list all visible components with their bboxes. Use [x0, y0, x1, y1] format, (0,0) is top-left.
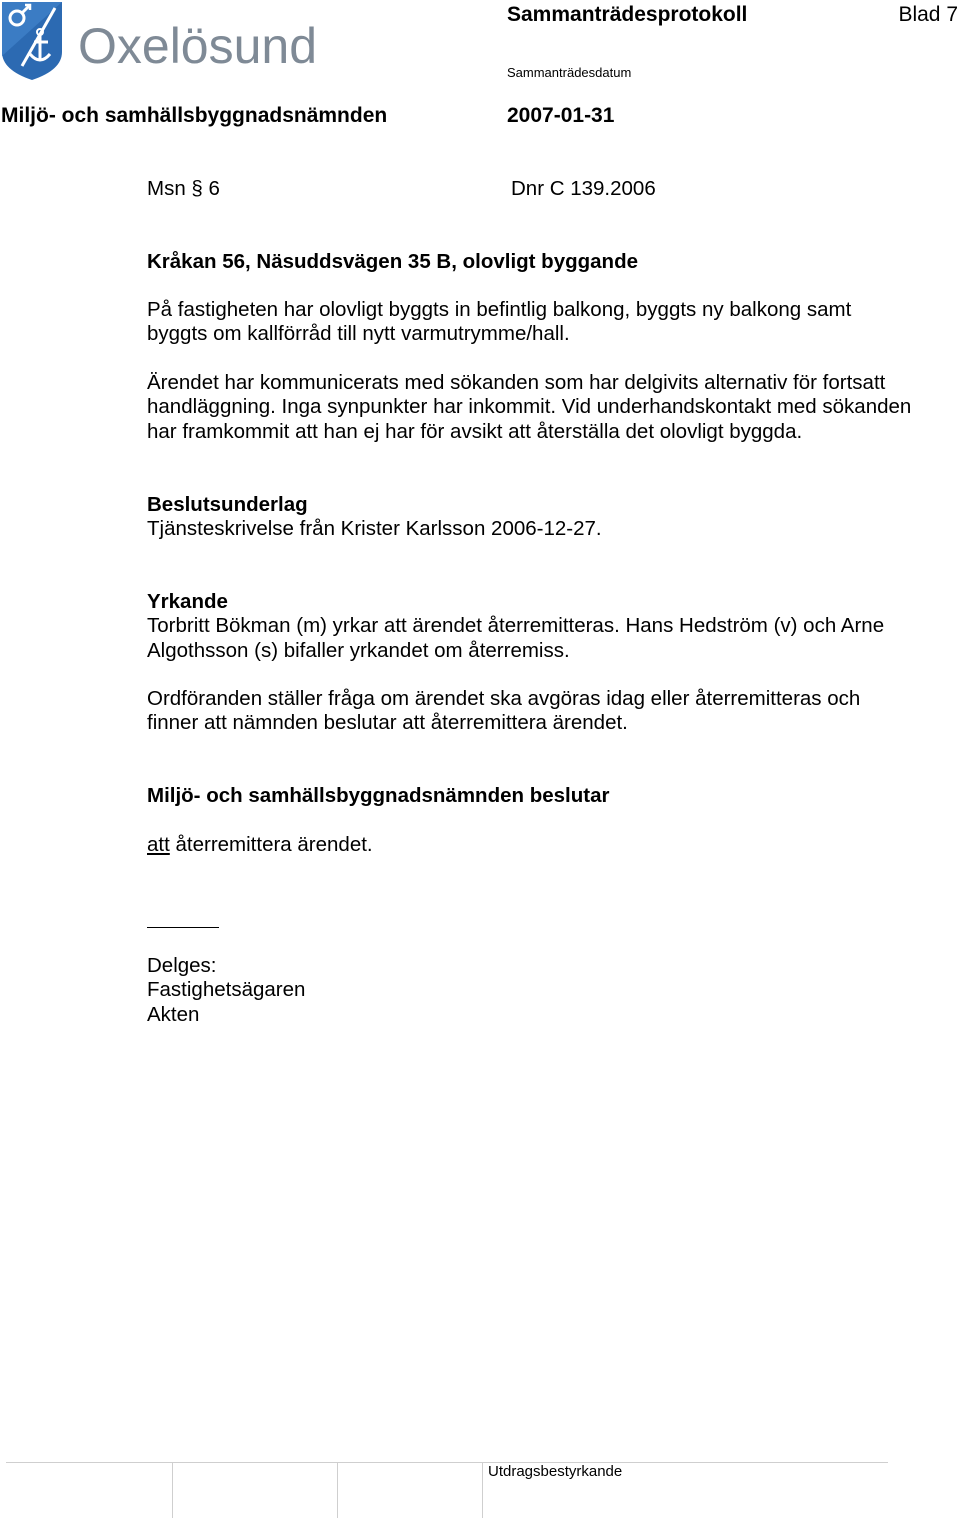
footer-divider	[172, 1462, 173, 1518]
paragraph-line: Ärendet har kommunicerats med sökanden som har delgivits alternativ för fortsatt	[147, 371, 886, 394]
certification-label: Utdragsbestyrkande	[488, 1463, 623, 1480]
paragraph-line: finner att nämnden beslutar att återremittera ärendet.	[147, 711, 628, 735]
motion-heading: Yrkande	[147, 590, 228, 613]
logo-wordmark: Oxelösund	[78, 18, 318, 74]
distribution-item: Fastighetsägaren	[147, 978, 306, 1002]
meeting-date-label: Sammanträdesdatum	[507, 65, 632, 80]
paragraph-line: Algothsson (s) bifaller yrkandet om återremiss.	[147, 638, 570, 662]
decision-basis-text: Tjänsteskrivelse från Krister Karlsson 2006-12-27.	[147, 517, 602, 541]
decision-text	[147, 833, 373, 857]
shield-icon	[2, 2, 62, 80]
distribution-item: Akten	[147, 1002, 200, 1026]
paragraph-line: har framkommit att han ej har för avsikt att återställa det olovligt byggda.	[147, 419, 803, 443]
paragraph-line: Ordföranden ställer fråga om ärendet ska avgöras idag eller återremitteras och	[147, 687, 861, 710]
paragraph-line: handläggning. Inga synpunkter har inkommit. Vid underhandskontakt med sökanden	[147, 395, 912, 419]
decision-basis-section	[147, 493, 602, 542]
paragraph-line: På fastigheten har olovligt byggts in befintlig balkong, byggts ny balkong samt	[147, 298, 852, 321]
meeting-date: 2007-01-31	[507, 104, 615, 127]
document-title: Sammanträdesprotokoll	[507, 3, 748, 26]
distribution-label: Delges:	[147, 954, 217, 977]
decision-body: återremittera ärendet.	[169, 833, 373, 856]
distribution-list	[147, 954, 305, 1027]
diary-number: Dnr C 139.2006	[511, 177, 656, 200]
board-name: Miljö- och samhällsbyggnadsnämnden	[1, 104, 388, 127]
paragraph-line: byggts om kallförråd till nytt varmutrymme/hall.	[147, 322, 570, 346]
paragraph-1	[147, 298, 851, 347]
decision-att: att	[147, 833, 170, 856]
page-number: Blad 7	[898, 3, 958, 26]
decision-basis-heading: Beslutsunderlag	[147, 493, 308, 516]
paragraph-2	[147, 371, 911, 444]
paragraph-number: Msn § 6	[147, 177, 220, 200]
paragraph-3	[147, 687, 860, 736]
footer-line	[6, 1462, 888, 1463]
case-title: Kråkan 56, Näsuddsvägen 35 B, olovligt byggande	[147, 250, 638, 273]
paragraph-line: Torbritt Bökman (m) yrkar att ärendet återremitteras. Hans Hedström (v) och Arne	[147, 614, 885, 638]
decision-heading: Miljö- och samhällsbyggnadsnämnden beslutar	[147, 784, 610, 807]
oxelosund-logo	[0, 0, 340, 82]
separator-rule	[147, 927, 219, 928]
footer-divider	[337, 1462, 338, 1518]
footer-divider	[482, 1462, 483, 1518]
motion-section	[147, 590, 884, 663]
